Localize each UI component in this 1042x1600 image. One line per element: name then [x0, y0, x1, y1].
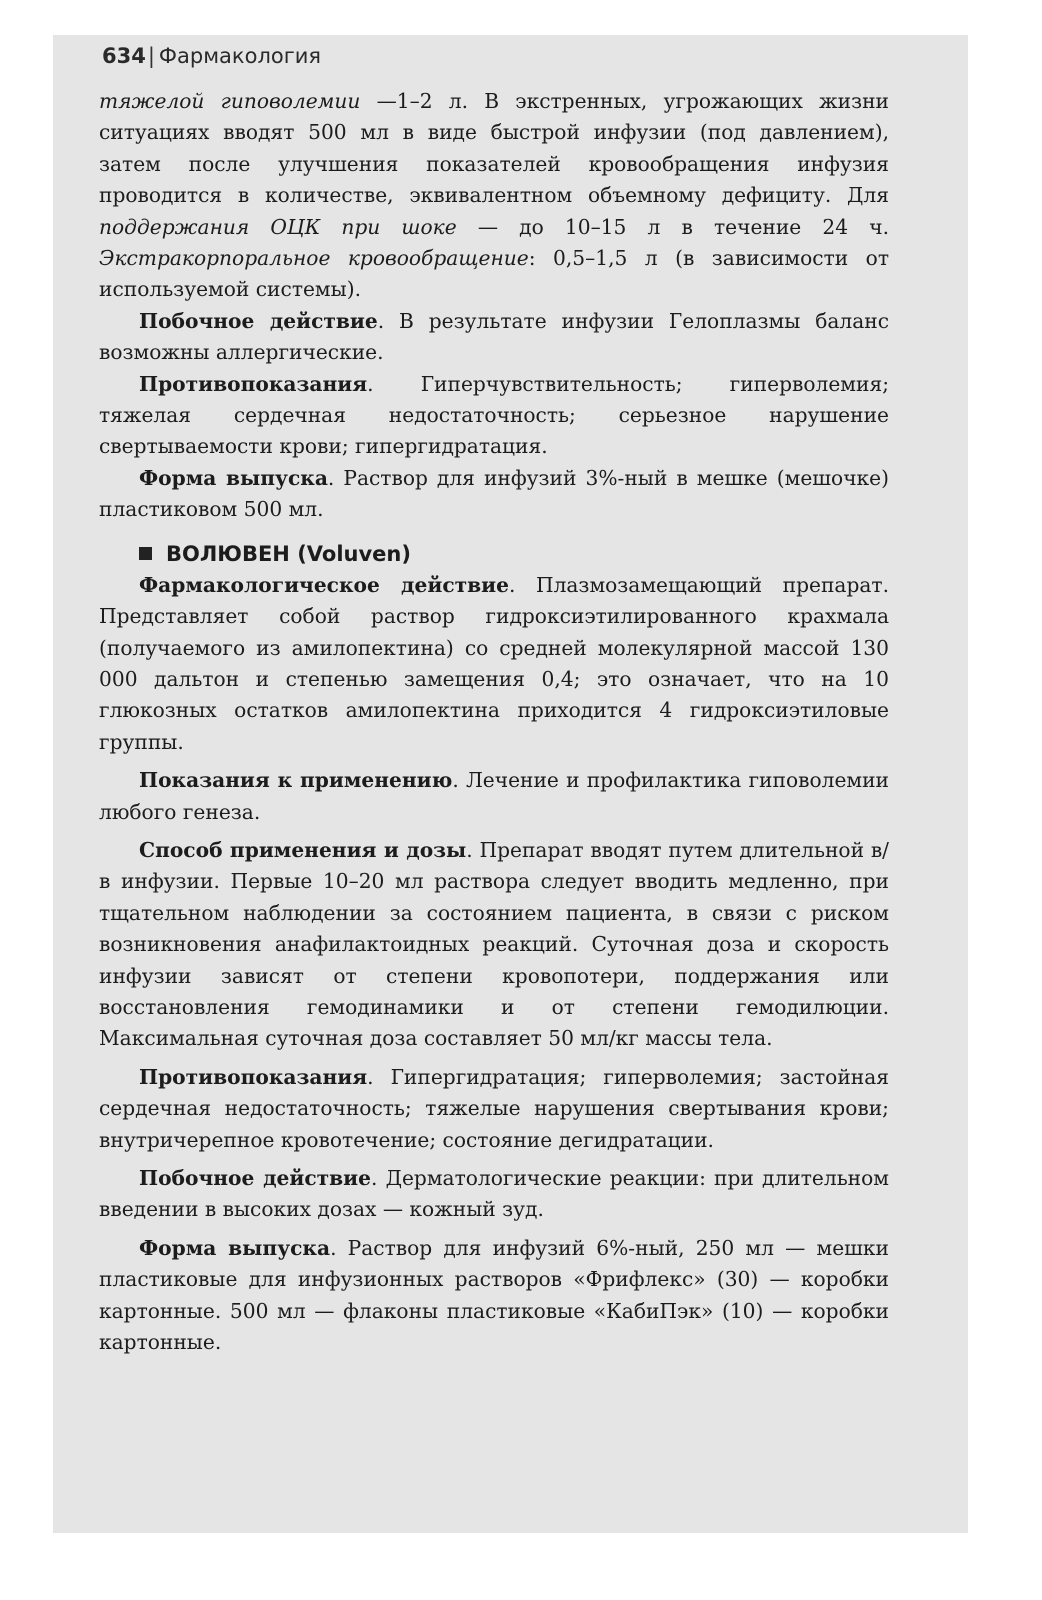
voluven-side-effects: Побочное действие. Дерматологические реакции: при длительном введении в высоких дозах — кожный зуд.: [99, 1166, 889, 1222]
page-header: [102, 44, 321, 68]
square-bullet-icon: [139, 547, 152, 560]
section-label: Показания к применению: [139, 768, 453, 793]
voluven-indications: Показания к применению. Лечение и профилактика гиповолемии любого генеза.: [99, 768, 890, 824]
section-label: Побочное действие: [139, 1166, 371, 1190]
section-label: Фармакологическое действие: [139, 572, 509, 597]
gelo-release-form: Форма выпуска. Раствор для инфузий 3%-ный в мешке (мешочке) пластиковом 500 мл.: [99, 465, 889, 522]
body-text: [99, 86, 889, 1358]
voluven-release-form: Форма выпуска. Раствор для инфузий 6%-ный, 250 мл — мешки пластиковые для инфузионных растворов «Фрифлекс» (30) — коробки картонные. 500 мл — флаконы пластиковые «КабиПэк» (10) — коробки картонные.: [99, 1235, 889, 1355]
header-separator: |: [147, 44, 155, 68]
section-label: Способ применения и дозы: [139, 837, 467, 862]
section-label: Форма выпуска: [139, 465, 328, 490]
gelo-side-effects: Побочное действие. В результате инфузии Гелоплазмы баланс возможны аллергические.: [99, 308, 890, 365]
italic-term: Экстракорпоральное кровообращение: [99, 246, 529, 271]
book-title: Фармакология: [158, 44, 322, 68]
italic-term: тяжелой гиповолемии: [99, 89, 361, 113]
italic-term: поддержания ОЦК при шоке: [99, 214, 457, 239]
section-label: Противопоказания: [139, 1064, 368, 1089]
voluven-contraindications: Противопоказания. Гипергидратация; гиперволемия; застойная сердечная недостаточность; тяжелые нарушения свертывания крови; внутричерепное кровотечение; состояние дегидратации.: [99, 1064, 889, 1152]
drug-heading-voluven: ВОЛЮВЕН (Voluven): [99, 538, 889, 570]
gelo-contraindications: Противопоказания. Гиперчувствительность; гиперволемия; тяжелая сердечная недостаточность; серьезное нарушение свертываемости крови; гипергидратация.: [99, 371, 889, 459]
page-number: 634: [102, 44, 146, 68]
section-label: Противопоказания: [139, 371, 368, 396]
voluven-dosage: Способ применения и дозы. Препарат вводят путем длительной в/в инфузии. Первые 10–20 мл раствора следует вводить медленно, при тщательном наблюдении за состоянием пациента, в связи с риском возникновения анафилактоидных реакций. Суточная доза и скорость инфузии зависят от степени кровопотери, поддержания или восстановления гемодинамики и от степени гемодилюции. Максимальная суточная доза составляет 50 мл/кг массы тела.: [99, 837, 889, 1051]
section-label: Побочное действие: [139, 308, 378, 333]
gelo-dosage-continuation: тяжелой гиповолемии —1–2 л. В экстренных, угрожающих жизни ситуациях вводят 500 мл в виде быстрой инфузии (под давлением), затем после улучшения показателей кровообращения инфузия проводится в количестве, эквивалентном объемному дефициту. Для поддержания ОЦК при шоке — до 10–15 л в течение 24 ч. Экстракорпоральное кровообращение: 0,5–1,5 л (в зависимости от используемой системы).: [99, 89, 890, 302]
voluven-pharmacological-action: Фармакологическое действие. Плазмозамещающий препарат. Представляет собой раствор гидроксиэтилированного крахмала (получаемого из амилопектина) со средней молекулярной массой 130 000 дальтон и степенью замещения 0,4; это означает, что на 10 глюкозных остатков амилопектина приходится 4 гидроксиэтиловые группы.: [99, 572, 889, 754]
section-label: Форма выпуска: [139, 1235, 331, 1260]
